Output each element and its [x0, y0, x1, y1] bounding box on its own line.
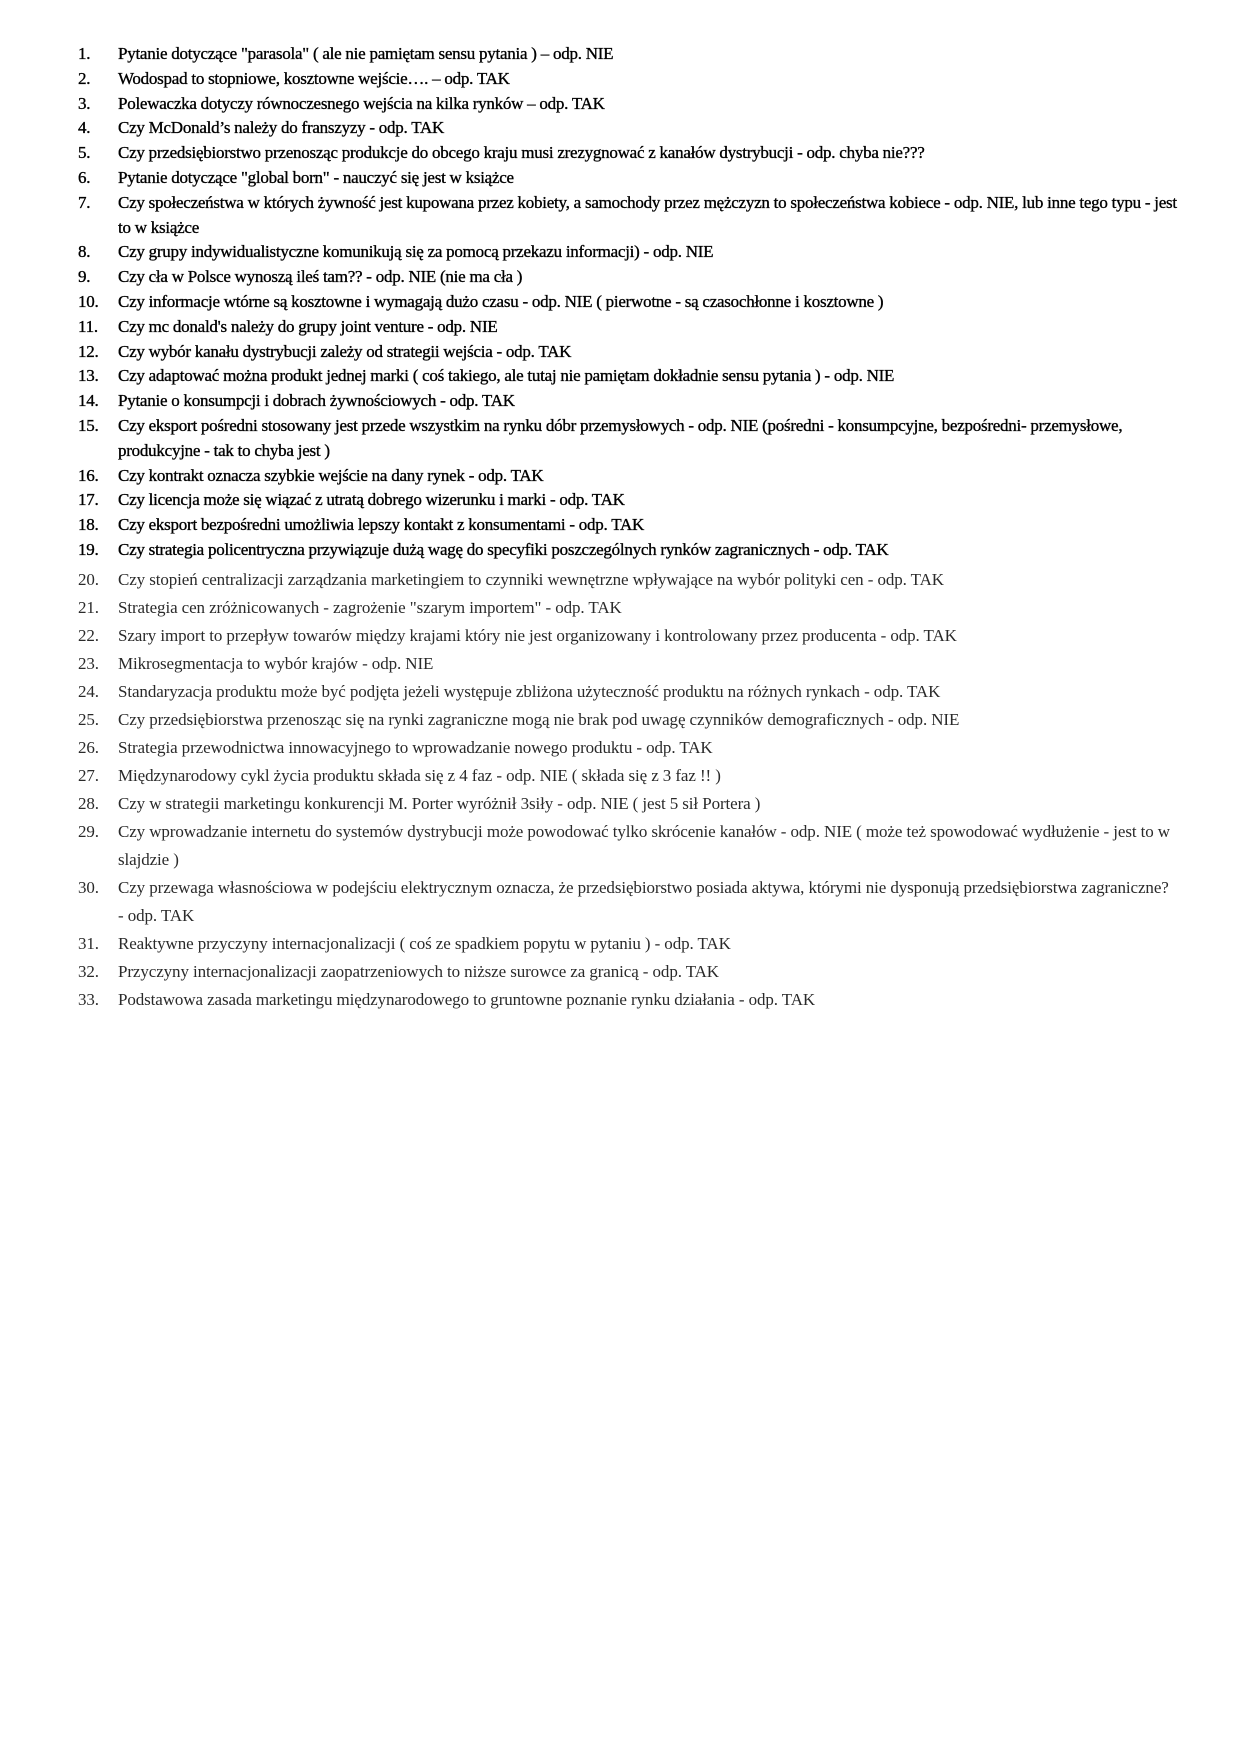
list-item — [78, 92, 1178, 117]
item-text: Wodospad to stopniowe, kosztowne wejście…. – odp. TAK — [118, 68, 510, 88]
list-item — [78, 594, 1178, 622]
list-item — [78, 315, 1178, 340]
item-number: 12. — [78, 341, 99, 361]
item-text: Międzynarodowy cykl życia produktu składa się z 4 faz - odp. NIE ( składa się z 3 faz !! ) — [118, 765, 721, 785]
list-item — [78, 566, 1178, 594]
list-item — [78, 513, 1178, 538]
list-item — [78, 488, 1178, 513]
item-text: Czy strategia policentryczna przywiązuje dużą wagę do specyfiki poszczególnych rynków zagranicznych - odp. TAK — [118, 539, 889, 559]
item-text: Czy licencja może się wiązać z utratą dobrego wizerunku i marki - odp. TAK — [118, 490, 625, 510]
item-number: 8. — [78, 242, 91, 262]
item-number: 27. — [78, 765, 99, 785]
list-item — [78, 265, 1178, 290]
list-item — [78, 874, 1178, 930]
item-text: Strategia przewodnictwa innowacyjnego to wprowadzanie nowego produktu - odp. TAK — [118, 737, 713, 757]
list-item — [78, 116, 1178, 141]
item-number: 33. — [78, 989, 99, 1009]
item-number: 3. — [78, 93, 91, 113]
item-number: 16. — [78, 465, 99, 485]
item-number: 4. — [78, 118, 91, 138]
item-number: 25. — [78, 709, 99, 729]
list-item — [78, 191, 1178, 241]
list-item — [78, 818, 1178, 874]
item-number: 20. — [78, 569, 99, 589]
list-item — [78, 622, 1178, 650]
item-number: 30. — [78, 877, 99, 897]
item-text: Czy informacje wtórne są kosztowne i wymagają dużo czasu - odp. NIE ( pierwotne - są czasochłonne i kosztowne ) — [118, 291, 884, 311]
list-item — [78, 290, 1178, 315]
item-text: Pytanie dotyczące "parasola" ( ale nie pamiętam sensu pytania ) – odp. NIE — [118, 44, 614, 63]
list-item — [78, 364, 1178, 389]
list-item — [78, 414, 1178, 464]
item-text: Czy przedsiębiorstwo przenosząc produkcje do obcego kraju musi zrezygnować z kanałów dystrybucji - odp. chyba nie??? — [118, 143, 925, 163]
item-text: Standaryzacja produktu może być podjęta jeżeli występuje zbliżona użyteczność produktu na różnych rynkach - odp. TAK — [118, 681, 941, 701]
list-item — [78, 67, 1178, 92]
item-text: Czy stopień centralizacji zarządzania marketingiem to czynniki wewnętrzne wpływające na wybór polityki cen - odp. TAK — [118, 569, 944, 589]
item-text: Strategia cen zróżnicowanych - zagrożenie "szarym importem" - odp. TAK — [118, 597, 622, 617]
item-number: 13. — [78, 366, 99, 386]
item-text: Czy eksport bezpośredni umożliwia lepszy kontakt z konsumentami - odp. TAK — [118, 515, 645, 535]
item-number: 26. — [78, 737, 99, 757]
item-number: 17. — [78, 490, 99, 510]
item-number: 19. — [78, 539, 99, 559]
list-item — [78, 762, 1178, 790]
item-text: Podstawowa zasada marketingu międzynarodowego to gruntowne poznanie rynku działania - odp. TAK — [118, 989, 816, 1009]
list-item — [78, 42, 1178, 67]
item-number: 28. — [78, 793, 99, 813]
item-number: 11. — [78, 316, 98, 336]
item-text: Czy w strategii marketingu konkurencji M. Porter wyróżnił 3siły - odp. NIE ( jest 5 sił Portera ) — [118, 793, 761, 813]
item-text: Pytanie dotyczące "global born" - nauczyć się jest w książce — [118, 167, 514, 187]
item-number: 7. — [78, 192, 91, 212]
list-item — [78, 678, 1178, 706]
item-number: 6. — [78, 167, 91, 187]
item-number: 15. — [78, 415, 99, 435]
item-number: 31. — [78, 933, 99, 953]
item-text: Czy grupy indywidualistyczne komunikują się za pomocą przekazu informacji) - odp. NIE — [118, 242, 714, 262]
item-text: Szary import to przepływ towarów między krajami który nie jest organizowany i kontrolowany przez producenta - odp. TAK — [118, 625, 957, 645]
item-number: 2. — [78, 68, 91, 88]
list-item — [78, 141, 1178, 166]
list-item — [78, 706, 1178, 734]
list-item — [78, 538, 1178, 563]
item-text: Czy eksport pośredni stosowany jest przede wszystkim na rynku dóbr przemysłowych - odp. NIE (pośredni - konsumpcyjne, bezpośredni- przemysłowe, produkcyjne - tak to chyba jest ) — [118, 415, 1123, 460]
item-number: 29. — [78, 821, 99, 841]
list-item — [78, 958, 1178, 986]
item-text: Czy społeczeństwa w których żywność jest kupowana przez kobiety, a samochody przez mężczyzn to społeczeństwa kobiece - odp. NIE, lub inne tego typu - jest to w książce — [118, 192, 1177, 237]
item-number: 32. — [78, 961, 99, 981]
item-text: Polewaczka dotyczy równoczesnego wejścia na kilka rynków – odp. TAK — [118, 93, 605, 113]
item-text: Przyczyny internacjonalizacji zaopatrzeniowych to niższe surowce za granicą - odp. TAK — [118, 961, 719, 981]
list-item — [78, 166, 1178, 191]
list-item — [78, 240, 1178, 265]
item-text: Mikrosegmentacja to wybór krajów - odp. NIE — [118, 653, 434, 673]
list-item — [78, 986, 1178, 1014]
item-text: Czy przedsiębiorstwa przenosząc się na rynki zagraniczne mogą nie brak pod uwagę czynników demograficznych - odp. NIE — [118, 709, 960, 729]
list-item — [78, 389, 1178, 414]
list-item — [78, 734, 1178, 762]
item-number: 1. — [78, 44, 91, 63]
item-text: Pytanie o konsumpcji i dobrach żywnościowych - odp. TAK — [118, 391, 515, 411]
item-number: 10. — [78, 291, 99, 311]
item-text: Czy wprowadzanie internetu do systemów dystrybucji może powodować tylko skrócenie kanałów - odp. NIE ( może też spowodować wydłużenie - jest to w slajdzie ) — [118, 821, 1170, 869]
list-item — [78, 340, 1178, 365]
item-number: 23. — [78, 653, 99, 673]
item-number: 14. — [78, 391, 99, 411]
item-text: Czy wybór kanału dystrybucji zależy od strategii wejścia - odp. TAK — [118, 341, 572, 361]
item-text: Reaktywne przyczyny internacjonalizacji ( coś ze spadkiem popytu w pytaniu ) - odp. TAK — [118, 933, 731, 953]
list-item — [78, 790, 1178, 818]
question-list — [78, 42, 1178, 1014]
item-text: Czy przewaga własnościowa w podejściu elektrycznym oznacza, że przedsiębiorstwo posiada aktywa, którymi nie dysponują przedsiębiorstwa zagraniczne? - odp. TAK — [118, 877, 1169, 925]
list-item — [78, 464, 1178, 489]
item-number: 22. — [78, 625, 99, 645]
item-number: 9. — [78, 267, 91, 287]
list-item — [78, 650, 1178, 678]
item-text: Czy adaptować można produkt jednej marki ( coś takiego, ale tutaj nie pamiętam dokładnie sensu pytania ) - odp. NIE — [118, 366, 895, 386]
item-text: Czy McDonald’s należy do franszyzy - odp. TAK — [118, 118, 445, 138]
item-text: Czy cła w Polsce wynoszą ileś tam?? - odp. NIE (nie ma cła ) — [118, 267, 523, 287]
item-number: 24. — [78, 681, 99, 701]
item-text: Czy mc donald's należy do grupy joint venture - odp. NIE — [118, 316, 498, 336]
item-number: 21. — [78, 597, 99, 617]
item-number: 5. — [78, 143, 91, 163]
list-item — [78, 930, 1178, 958]
item-text: Czy kontrakt oznacza szybkie wejście na dany rynek - odp. TAK — [118, 465, 544, 485]
item-number: 18. — [78, 515, 99, 535]
